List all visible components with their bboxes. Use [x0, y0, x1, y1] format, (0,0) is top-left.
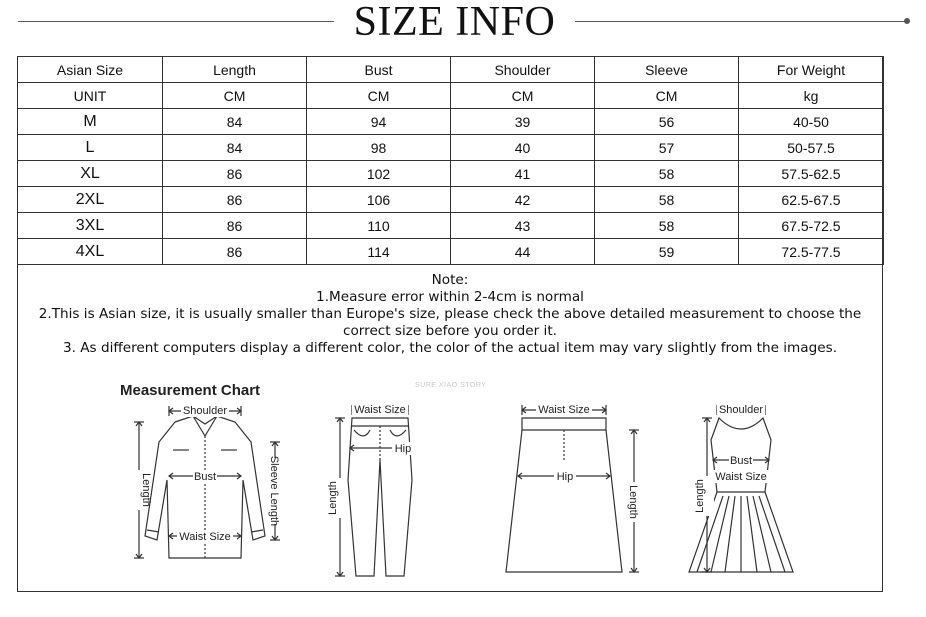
dress-diagram	[667, 400, 797, 580]
size-cell: M	[18, 109, 163, 135]
header-cell: For Weight	[739, 57, 884, 83]
table-row	[18, 187, 884, 213]
table-cell: 106	[307, 187, 451, 213]
unit-cell: CM	[163, 83, 307, 109]
table-cell: 94	[307, 109, 451, 135]
unit-cell: CM	[451, 83, 595, 109]
table-cell: 40-50	[739, 109, 884, 135]
table-cell: 58	[595, 161, 739, 187]
table-cell: 62.5-67.5	[739, 187, 884, 213]
table-cell: 58	[595, 213, 739, 239]
pants-diagram	[312, 400, 422, 580]
table-cell: 98	[307, 135, 451, 161]
title-row	[0, 0, 926, 50]
shirt-sleeve-label: Sleeve Length	[268, 455, 280, 527]
pants-hip-label: Hip	[394, 443, 412, 455]
skirt-diagram	[492, 400, 642, 580]
header-cell: Shoulder	[451, 57, 595, 83]
pants-waist-label: Waist Size	[354, 404, 406, 416]
table-cell: 72.5-77.5	[739, 239, 884, 265]
table-cell: 102	[307, 161, 451, 187]
table-cell: 86	[163, 187, 307, 213]
dress-waist-label: Waist Size	[715, 471, 767, 483]
table-row	[18, 239, 884, 265]
shirt-length-label: Length	[140, 473, 152, 507]
table-cell: 86	[163, 213, 307, 239]
shirt-shoulder-label: Shoulder	[182, 405, 228, 417]
page-title: SIZE INFO	[353, 0, 556, 45]
pants-length-label: Length	[327, 481, 339, 515]
table-row	[18, 213, 884, 239]
table-cell: 43	[451, 213, 595, 239]
table-row	[18, 109, 884, 135]
size-cell: 2XL	[18, 187, 163, 213]
table-cell: 86	[163, 161, 307, 187]
table-cell: 86	[163, 239, 307, 265]
dress-bust-label: Bust	[729, 455, 753, 467]
header-cell: Length	[163, 57, 307, 83]
title-rule-right	[575, 21, 908, 22]
table-cell: 42	[451, 187, 595, 213]
notes-heading: Note:	[431, 272, 469, 288]
shirt-bust-label: Bust	[193, 471, 217, 483]
table-cell: 44	[451, 239, 595, 265]
header-cell: Bust	[307, 57, 451, 83]
dress-length-label: Length	[694, 479, 706, 513]
table-cell: 84	[163, 135, 307, 161]
table-cell: 114	[307, 239, 451, 265]
table-cell: 67.5-72.5	[739, 213, 884, 239]
measurement-chart	[17, 370, 883, 592]
unit-cell: CM	[595, 83, 739, 109]
table-unit-row	[18, 83, 884, 109]
table-cell: 56	[595, 109, 739, 135]
title-rule-left	[18, 21, 334, 22]
skirt-waist-label: Waist Size	[538, 404, 590, 416]
size-cell: XL	[18, 161, 163, 187]
measurement-chart-title: Measurement Chart	[120, 382, 261, 399]
skirt-hip-label: Hip	[556, 471, 574, 483]
table-cell: 39	[451, 109, 595, 135]
table-cell: 57	[595, 135, 739, 161]
table-row	[18, 161, 884, 187]
size-cell: 3XL	[18, 213, 163, 239]
unit-cell: UNIT	[18, 83, 163, 109]
table-cell: 59	[595, 239, 739, 265]
table-row	[18, 135, 884, 161]
table-cell: 110	[307, 213, 451, 239]
table-cell: 50-57.5	[739, 135, 884, 161]
table-cell: 84	[163, 109, 307, 135]
header-cell: Sleeve	[595, 57, 739, 83]
size-cell: 4XL	[18, 239, 163, 265]
unit-cell: kg	[739, 83, 884, 109]
table-cell: 41	[451, 161, 595, 187]
notes-block	[17, 272, 883, 357]
table-cell: 40	[451, 135, 595, 161]
note-line-3: 3. As different computers display a different color, the color of the actual item may vary slightly from the images.	[62, 340, 838, 356]
table-header-row	[18, 57, 884, 83]
header-cell: Asian Size	[18, 57, 163, 83]
dress-shoulder-label: Shoulder	[718, 404, 764, 416]
skirt-length-label: Length	[627, 485, 639, 519]
unit-cell: CM	[307, 83, 451, 109]
shirt-waist-label: Waist Size	[179, 531, 231, 543]
table-cell: 57.5-62.5	[739, 161, 884, 187]
shirt-diagram	[117, 400, 297, 580]
note-line-1: 1.Measure error within 2-4cm is normal	[316, 289, 584, 305]
table-cell: 58	[595, 187, 739, 213]
size-cell: L	[18, 135, 163, 161]
size-table	[17, 56, 884, 265]
watermark: SURE XIAO STORY	[415, 382, 487, 389]
note-line-2: 2.This is Asian size, it is usually smaller than Europe's size, please check the above detailed measurement to choose the correct size before you order it.	[38, 306, 862, 339]
